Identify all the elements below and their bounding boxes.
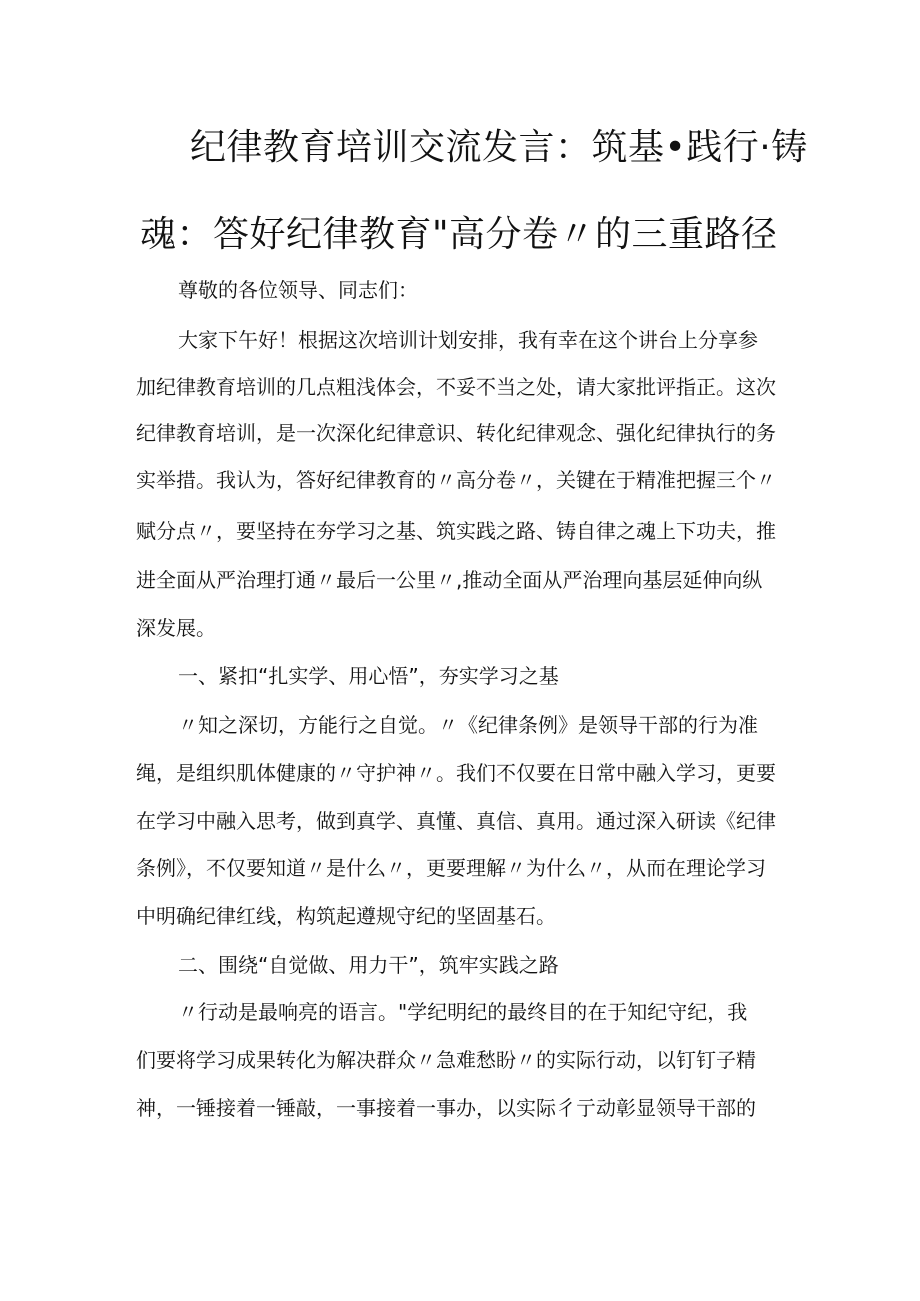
section-2-heading: 二、围绕“自觉做、用力干”，筑牢实践之路 <box>178 953 559 977</box>
intro-line-7: 深发展。 <box>136 616 216 640</box>
section-1-line-1: 〃知之深切，方能行之自觉。〃《纪律条例》是领导干部的行为准 <box>178 713 758 737</box>
salutation: 尊敬的各位领导、同志们： <box>178 278 418 302</box>
intro-line-6: 进全面从严治理打通〃最后一公里〃,推动全面从严治理向基层延伸向纵 <box>136 568 763 592</box>
intro-line-3: 纪律教育培训，是一次深化纪律意识、转化纪律观念、强化纪律执行的务 <box>136 421 776 445</box>
section-1-line-2: 绳，是组织肌体健康的〃守护神〃。我们不仅要在日常中融入学习，更要 <box>136 761 776 785</box>
section-2-line-2: 们要将学习成果转化为解决群众〃急难愁盼〃的实际行动，以钉钉子精 <box>136 1048 756 1072</box>
section-2-line-3: 神，一锤接着一锤敲，一事接着一事办，以实际彳亍动彰显领导干部的 <box>136 1096 756 1120</box>
intro-line-2: 加纪律教育培训的几点粗浅体会，不妥不当之处，请大家批评指正。这次 <box>136 375 776 399</box>
intro-line-1: 大家下午好！根据这次培训计划安排，我有幸在这个讲台上分享参 <box>178 328 758 352</box>
intro-line-5: 赋分点〃，要坚持在夯学习之基、筑实践之路、铸自律之魂上下功夫，推 <box>136 519 776 543</box>
section-2-line-1: 〃行动是最响亮的语言。"学纪明纪的最终目的在于知纪守纪，我 <box>178 1000 748 1024</box>
section-1-line-5: 中明确纪律红线，构筑起遵规守纪的坚固基石。 <box>136 904 556 928</box>
intro-line-4: 实举措。我认为，答好纪律教育的〃高分卷〃，关键在于精准把握三个〃 <box>136 468 776 492</box>
section-1-heading: 一、紧扣“扎实学、用心悟”，夯实学习之基 <box>178 664 559 688</box>
document-title-line-1: 纪律教育培训交流发言：筑基•践行·铸 <box>190 127 808 168</box>
section-1-line-3: 在学习中融入思考，做到真学、真懂、真信、真用。通过深入研读《纪律 <box>136 809 776 833</box>
document-title-line-2: 魂：答好纪律教育"高分卷〃的三重路径 <box>140 214 778 255</box>
section-1-line-4: 条例》，不仅要知道〃是什么〃，更要理解〃为什么〃，从而在理论学习 <box>136 856 766 880</box>
